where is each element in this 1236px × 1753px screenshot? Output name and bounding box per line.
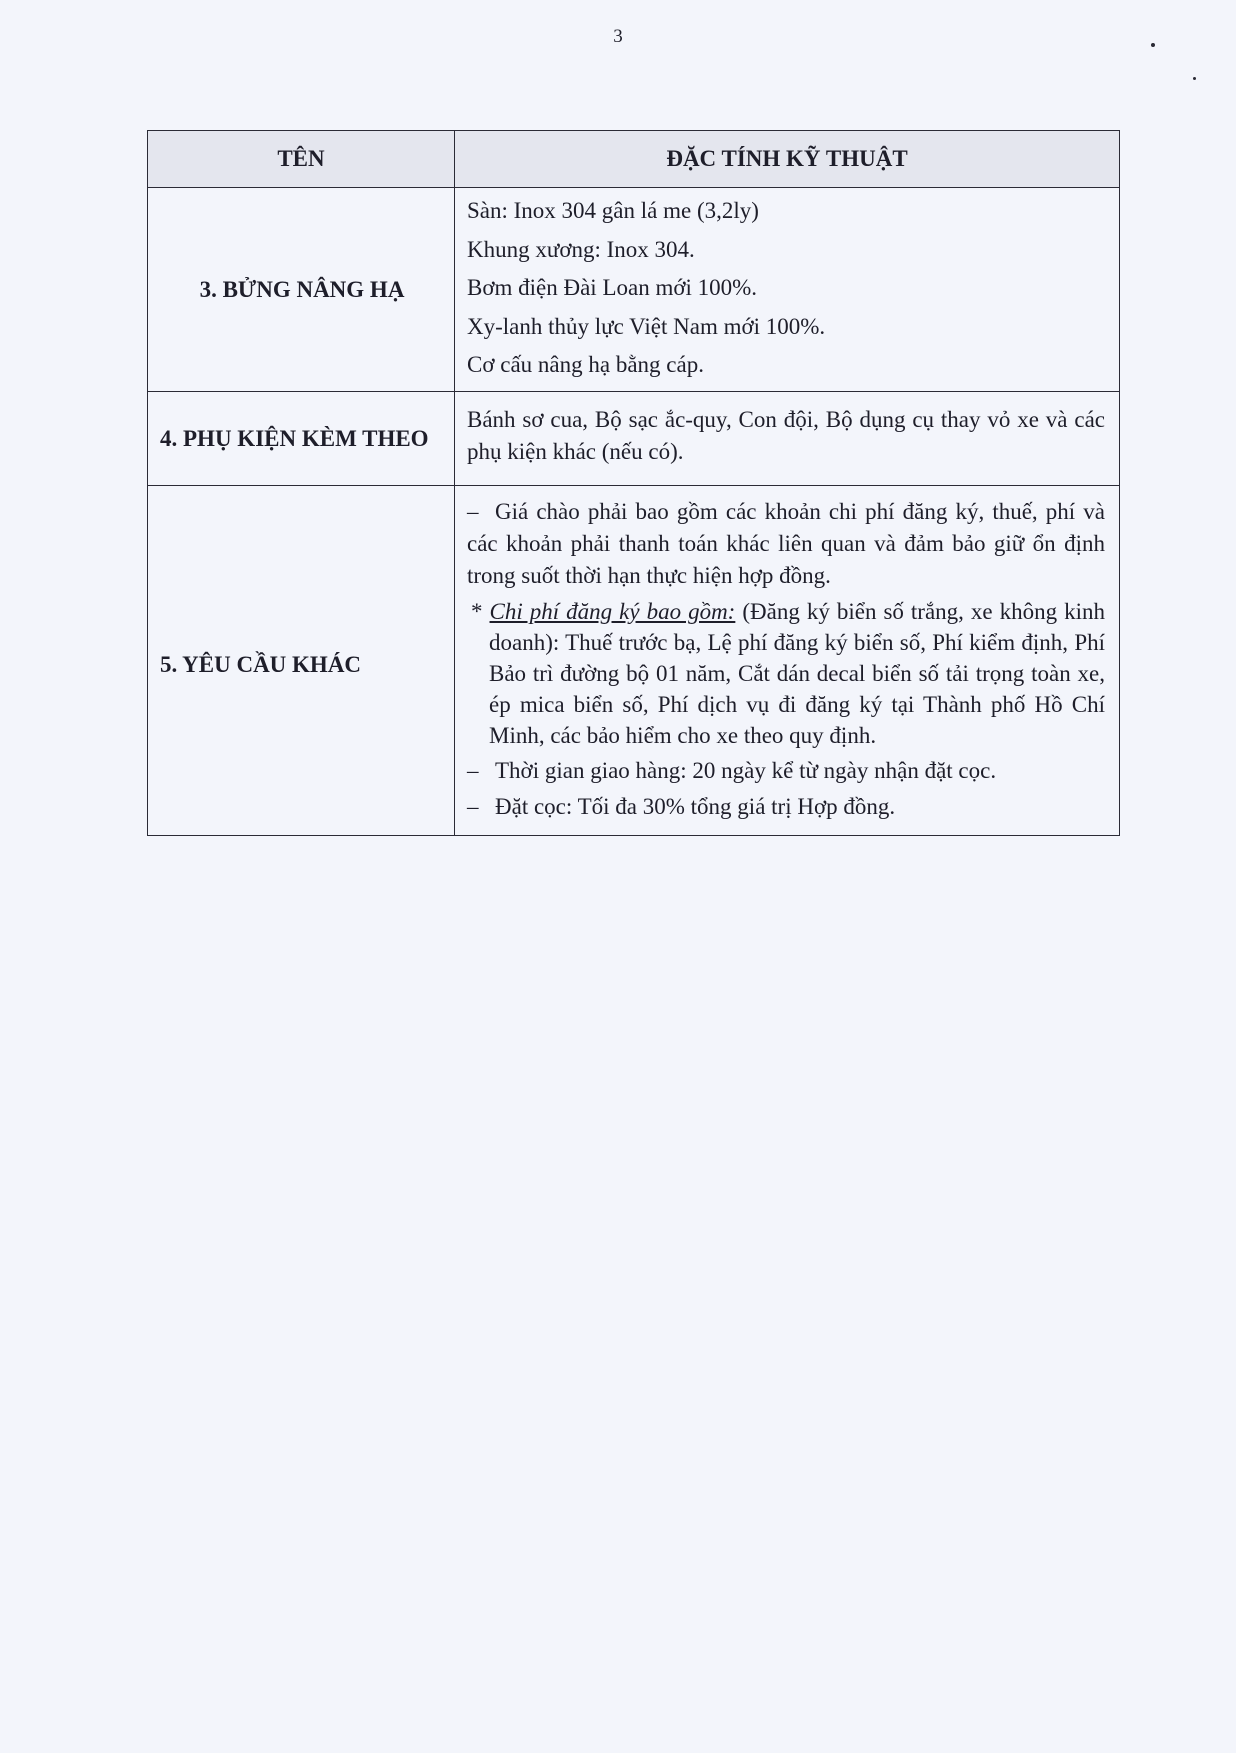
registration-note <box>467 596 1105 751</box>
row-name: 3. BỬNG NÂNG HẠ <box>148 188 455 392</box>
requirement-text: Đặt cọc: Tối đa 30% tổng giá trị Hợp đồng. <box>495 793 896 819</box>
scan-speck <box>1151 43 1155 47</box>
note-title: Chi phí đăng ký bao gồm: <box>489 598 736 624</box>
requirement-text: Thời gian giao hàng: 20 ngày kể từ ngày nhận đặt cọc. <box>495 757 997 783</box>
requirement-paragraph <box>467 496 1105 592</box>
dash-marker: – <box>467 757 479 783</box>
row-name: 5. YÊU CẦU KHÁC <box>148 485 455 835</box>
requirement-paragraph <box>467 755 1105 787</box>
page-number: 3 <box>613 26 623 47</box>
technical-spec-table <box>147 130 1120 836</box>
spec-line: Sàn: Inox 304 gân lá me (3,2ly) <box>467 198 759 223</box>
requirement-text: Giá chào phải bao gồm các khoản chi phí đăng ký, thuế, phí và các khoản phải thanh toán khác liên quan và đảm bảo giữ ổn định trong suốt thời hạn thực hiện hợp đồng. <box>467 498 1105 588</box>
spec-line: Bơm điện Đài Loan mới 100%. <box>467 275 758 300</box>
dash-marker: – <box>467 498 479 524</box>
requirement-paragraph <box>467 791 1105 823</box>
note-body: (Đăng ký biển số trắng, xe không kinh doanh): Thuế trước bạ, Lệ phí đăng ký biển số, Phí kiểm định, Phí Bảo trì đường bộ 01 năm, Cắt dán decal biển số tải trọng toàn xe, ép mica biển số, Phí dịch vụ đi đăng ký tại Thành phố Hồ Chí Minh, các bảo hiểm cho xe theo quy định. <box>489 598 1106 748</box>
dash-marker: – <box>467 793 479 819</box>
spec-paragraph: Bánh sơ cua, Bộ sạc ắc-quy, Con đội, Bộ dụng cụ thay vỏ xe và các phụ kiện khác (nếu có). <box>467 407 1105 464</box>
row-specs <box>455 188 1120 392</box>
table-row <box>148 485 1120 835</box>
table-header-row <box>148 131 1120 188</box>
note-star: * <box>471 598 483 624</box>
row-name: 4. PHỤ KIỆN KÈM THEO <box>148 391 455 485</box>
table-row <box>148 391 1120 485</box>
spec-line: Cơ cấu nâng hạ bằng cáp. <box>467 352 704 377</box>
row-specs <box>455 485 1120 835</box>
row-specs <box>455 391 1120 485</box>
scan-speck <box>1193 77 1196 80</box>
header-spec: ĐẶC TÍNH KỸ THUẬT <box>455 131 1120 188</box>
spec-line: Khung xương: Inox 304. <box>467 236 695 262</box>
spec-line: Xy-lanh thủy lực Việt Nam mới 100%. <box>467 313 826 339</box>
header-name: TÊN <box>148 131 455 188</box>
table-row <box>148 188 1120 392</box>
